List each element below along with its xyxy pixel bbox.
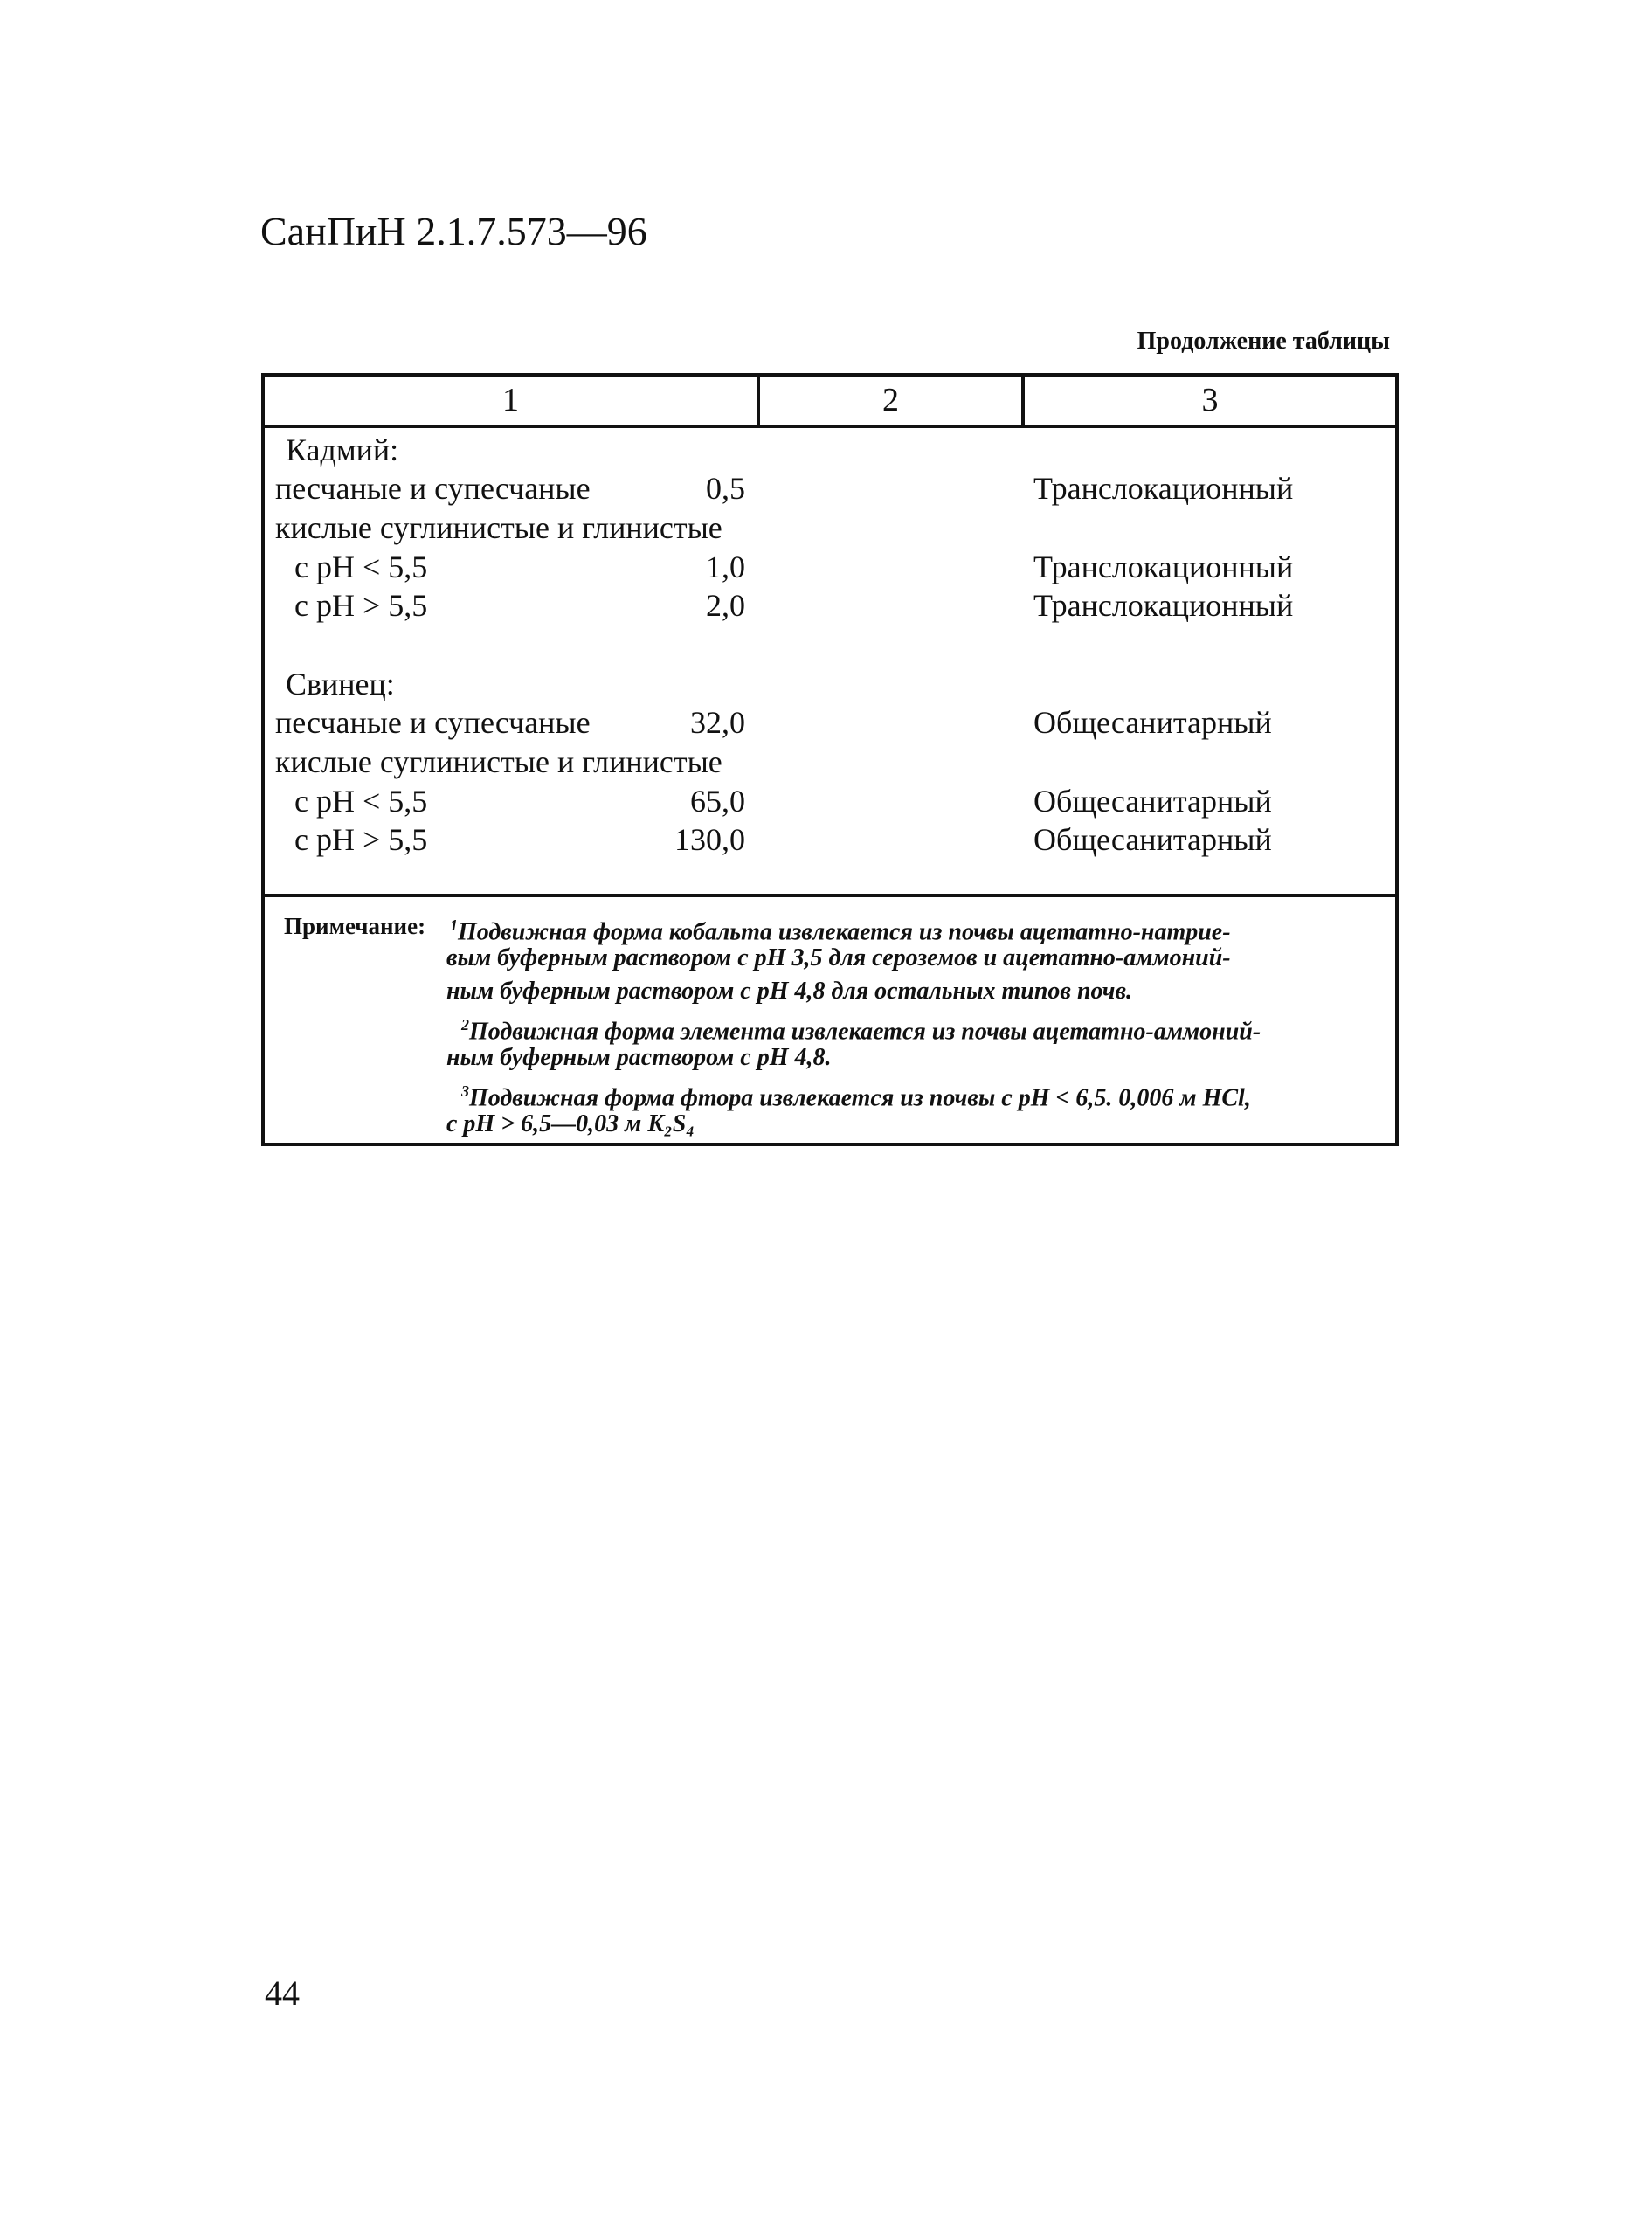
row-value: 65,0 bbox=[690, 784, 745, 819]
row-label: с pH > 5,5 bbox=[294, 588, 428, 623]
note-label: Примечание: bbox=[284, 913, 426, 939]
footnote-1-text: Подвижная форма кобальта извлекается из почвы ацетатно-натрие- bbox=[458, 918, 1231, 946]
footnote-3-line: с pH > 6,5—0,03 м K₂S₄ bbox=[446, 1110, 695, 1137]
row-label: с pH < 5,5 bbox=[294, 784, 428, 819]
column-header-3: 3 bbox=[1201, 382, 1219, 418]
row-indicator: Транслокационный bbox=[1033, 550, 1294, 584]
row-indicator: Общесанитарный bbox=[1033, 822, 1272, 857]
footnote-1-line: ным буферным раствором с pH 4,8 для остальных типов почв. bbox=[446, 978, 1132, 1005]
row-value: 1,0 bbox=[706, 550, 745, 584]
footnote-1-mark: 1 bbox=[450, 916, 458, 934]
row-value: 130,0 bbox=[674, 822, 745, 857]
footnote-3-text: Подвижная форма фтора извлекается из почвы с pH < 6,5. 0,006 м HCl, bbox=[469, 1084, 1251, 1112]
footnote-1-line: вым буферным раствором с pH 3,5 для сероземов и ацетатно-аммоний- bbox=[446, 944, 1231, 971]
row-label: песчаные и супесчаные bbox=[275, 471, 591, 506]
row-indicator: Общесанитарный bbox=[1033, 705, 1272, 740]
row-value: 2,0 bbox=[706, 588, 745, 623]
row-label: с pH > 5,5 bbox=[294, 822, 428, 857]
row-label: песчаные и супесчаные bbox=[275, 705, 591, 740]
document-code: СанПиН 2.1.7.573—96 bbox=[260, 209, 647, 253]
row-indicator: Транслокационный bbox=[1033, 588, 1294, 623]
row-label: кислые суглинистые и глинистые bbox=[275, 744, 722, 779]
row-label: кислые суглинистые и глинистые bbox=[275, 510, 722, 545]
group-title-cadmium: Кадмий: bbox=[286, 432, 399, 467]
table-body bbox=[265, 428, 1395, 1271]
data-table bbox=[261, 373, 1399, 1146]
footnote-2-text: Подвижная форма элемента извлекается из почвы ацетатно-аммоний- bbox=[469, 1018, 1261, 1046]
row-indicator: Транслокационный bbox=[1033, 471, 1294, 506]
group-title-lead: Свинец: bbox=[286, 667, 395, 702]
footnote-2-line: ным буферным раствором с pH 4,8. bbox=[446, 1044, 832, 1071]
table-continuation-label: Продолжение таблицы bbox=[1137, 328, 1390, 355]
column-header-2: 2 bbox=[760, 377, 1025, 425]
row-value: 32,0 bbox=[690, 705, 745, 740]
page-number: 44 bbox=[265, 1974, 300, 2013]
table-header-row bbox=[265, 377, 1395, 428]
row-value: 0,5 bbox=[706, 471, 745, 506]
footnote-3-mark: 3 bbox=[461, 1082, 469, 1100]
table-note bbox=[265, 894, 1395, 1143]
footnote-2-mark: 2 bbox=[461, 1016, 469, 1033]
row-label: с pH < 5,5 bbox=[294, 550, 428, 584]
row-indicator: Общесанитарный bbox=[1033, 784, 1272, 819]
column-header-1: 1 bbox=[265, 377, 760, 425]
